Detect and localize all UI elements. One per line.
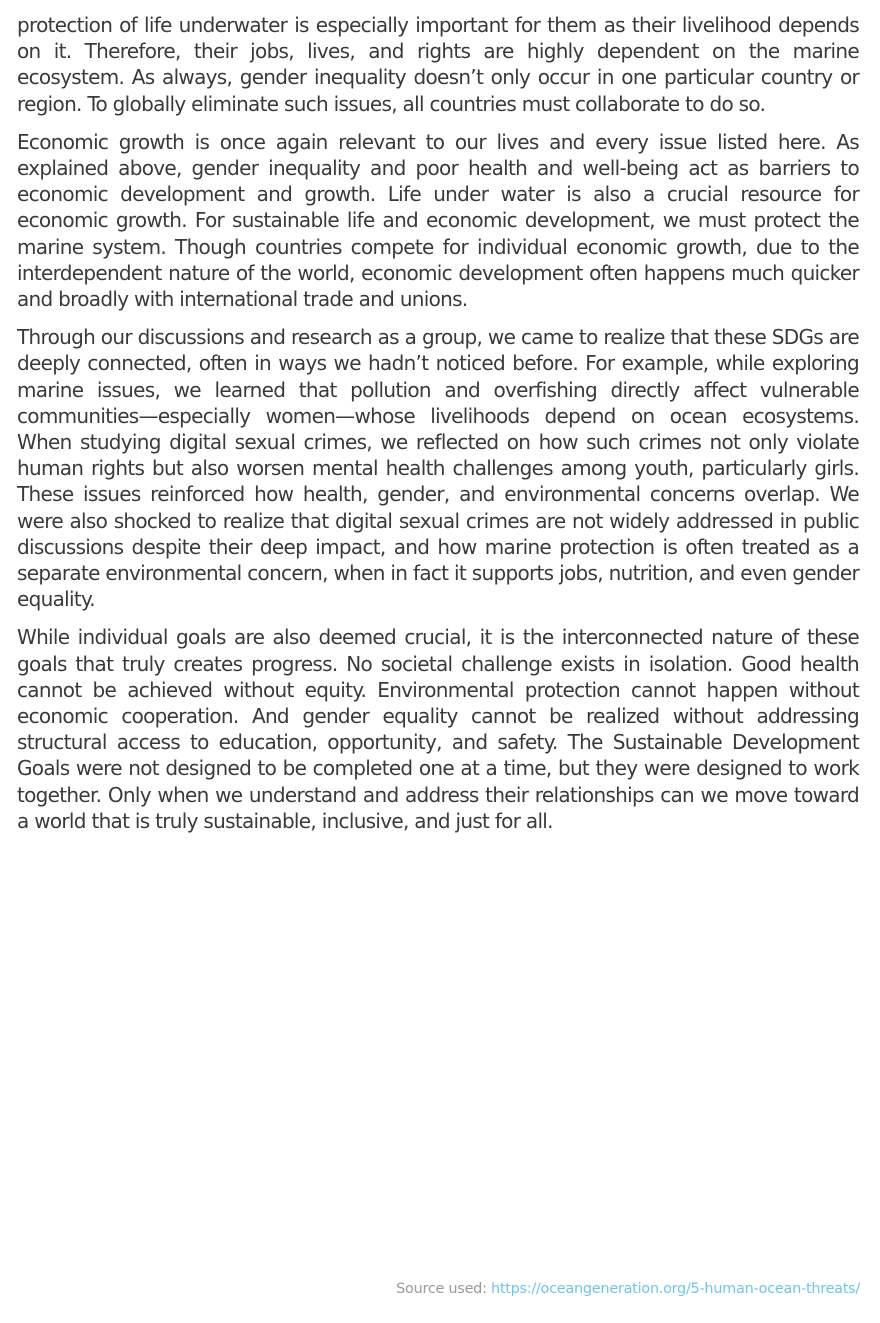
source-label: Source used:: [396, 1281, 491, 1297]
paragraph-life-underwater: protection of life underwater is especially important for them as their livelihood depends on it. Therefore, their jobs, lives, and rights are highly dependent on the marine ecosystem. As always, gender inequality doesn’t only occur in one particular country or region. To globally eliminate such issues, all countries must collaborate to do so.: [17, 13, 859, 116]
source-link[interactable]: https://oceangeneration.org/5-human-ocean-threats/: [490, 1281, 860, 1297]
paragraph-economic-growth: Economic growth is once again relevant to our lives and every issue listed here. As explained above, gender inequality and poor health and well-being act as barriers to economic development and growth. Life under water is also a crucial resource for economic growth. For sustainable life and economic development, we must protect the marine system. Though countries compete for individual economic growth, due to the interdependent nature of the world, economic development often happens much quicker and broadly with international trade and unions.: [17, 129, 859, 312]
document-body: [17, 12, 859, 846]
source-citation: [396, 1281, 860, 1297]
paragraph-conclusion: While individual goals are also deemed crucial, it is the interconnected nature of these goals that truly creates progress. No societal challenge exists in isolation. Good health cannot be achieved without equity. Environmental protection cannot happen without economic cooperation. And gender equality cannot be realized without addressing structural access to education, opportunity, and safety. The Sustainable Development Goals were not designed to be completed one at a time, but they were designed to work together. Only when we understand and address their relationships can we move toward a world that is truly sustainable, inclusive, and just for all.: [17, 625, 859, 833]
paragraph-group-reflection: Through our discussions and research as a group, we came to realize that these SDGs are deeply connected, often in ways we hadn’t noticed before. For example, while exploring marine issues, we learned that pollution and overfishing directly affect vulnerable communities—especially women—whose livelihoods depend on ocean ecosystems. When studying digital sexual crimes, we reflected on how such crimes not only violate human rights but also worsen mental health challenges among youth, particularly girls. These issues reinforced how health, gender, and environmental concerns overlap. We were also shocked to realize that digital sexual crimes are not widely addressed in public discussions despite their deep impact, and how marine protection is often treated as a separate environmental concern, when in fact it supports jobs, nutrition, and even gender equality.: [17, 325, 859, 612]
